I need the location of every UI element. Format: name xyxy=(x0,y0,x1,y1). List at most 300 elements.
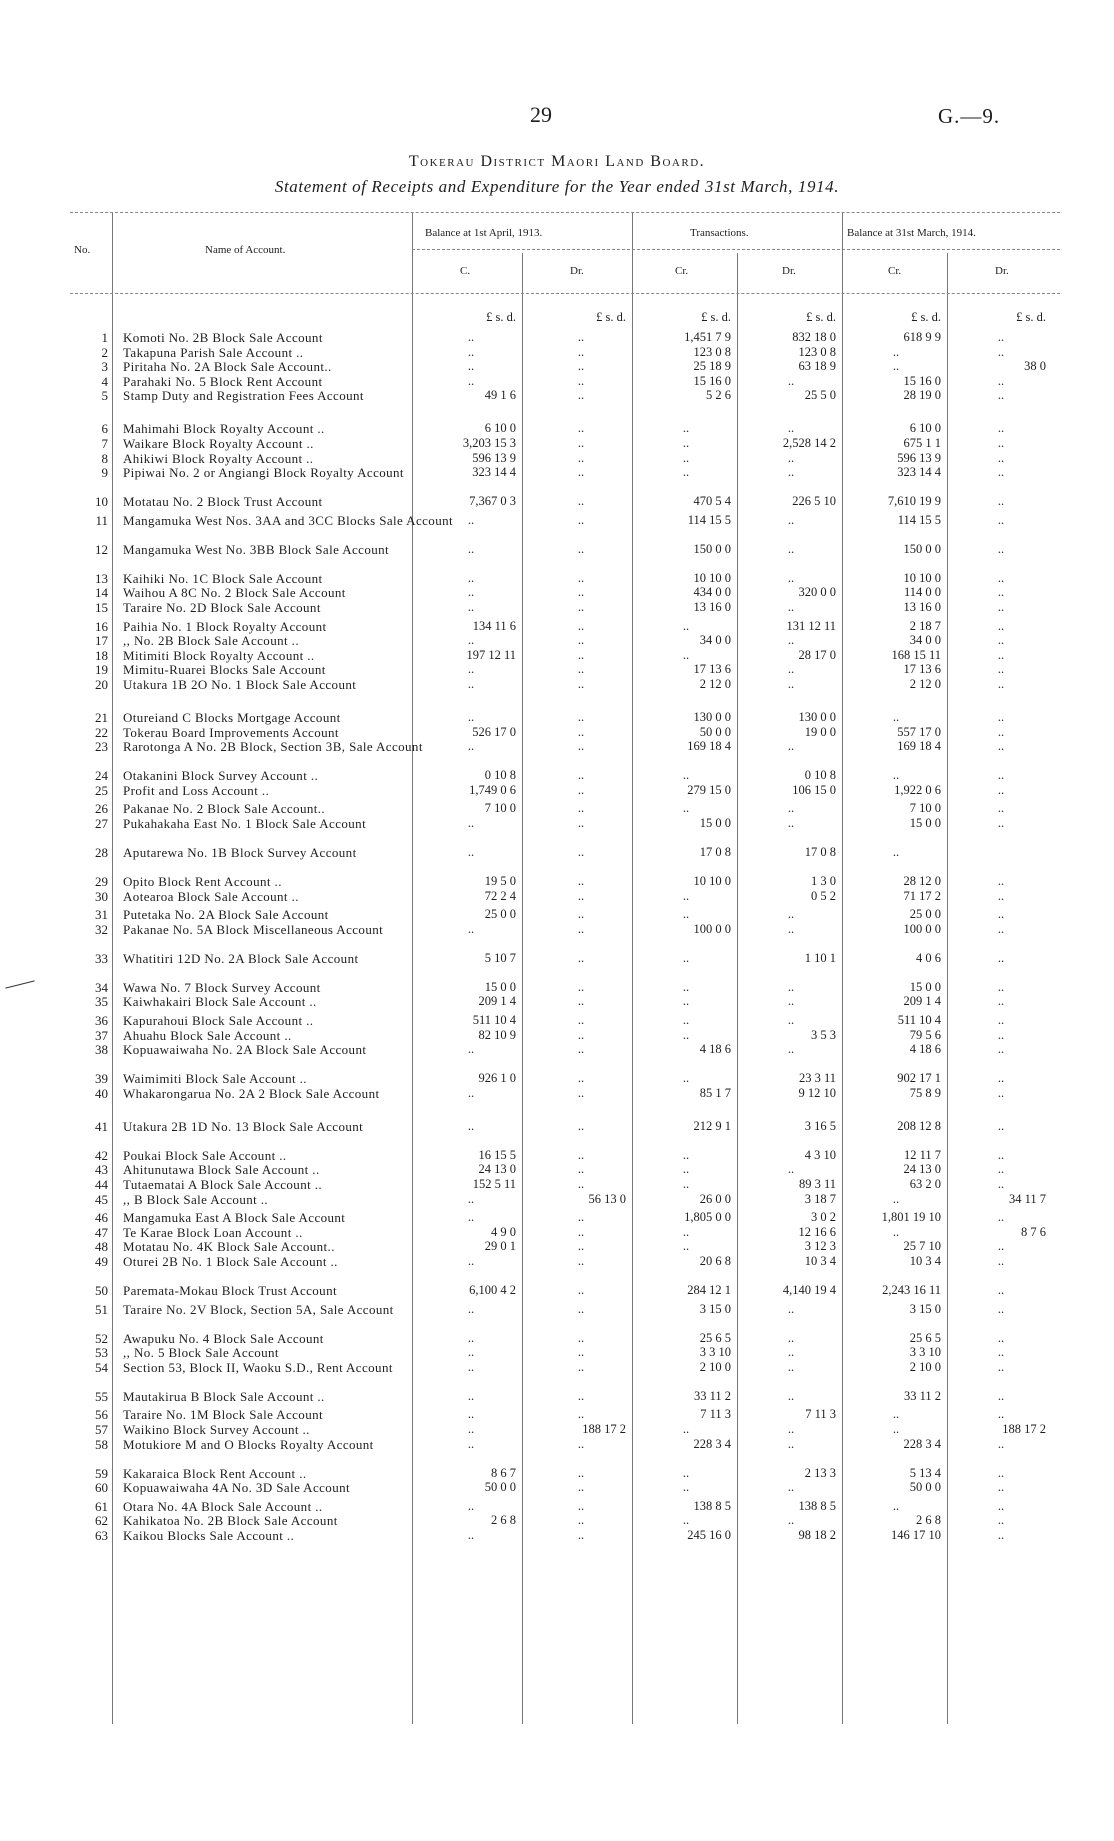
cell-bal-start-dr: .. xyxy=(577,782,585,797)
cell-tx-dr: .. xyxy=(787,541,795,556)
document-reference: G.—9. xyxy=(938,104,1001,128)
cell-bal-end-dr: .. xyxy=(997,1013,1005,1027)
cell-tx-dr: .. xyxy=(787,512,795,527)
cell-bal-start-dr: .. xyxy=(577,1528,585,1542)
cell-bal-start-cr: 2 6 8 xyxy=(491,1513,516,1528)
account-name: Parahaki No. 5 Block Rent Account xyxy=(123,373,323,389)
cell-bal-start-cr: .. xyxy=(467,1210,475,1225)
cell-bal-end-dr: .. xyxy=(997,1239,1005,1254)
cell-bal-end-dr: 188 17 2 xyxy=(1002,1422,1046,1436)
cell-bal-start-dr: .. xyxy=(577,888,585,903)
header-bal-end-dr: Dr. xyxy=(995,265,1009,277)
cell-bal-start-cr: 29 0 1 xyxy=(484,1239,516,1254)
cell-bal-start-dr: .. xyxy=(577,1436,585,1451)
account-name: Komoti No. 2B Block Sale Account xyxy=(123,330,323,345)
cell-bal-end-dr: .. xyxy=(997,512,1005,527)
cell-tx-cr: .. xyxy=(682,907,690,922)
table-body xyxy=(70,294,1060,1724)
cell-tx-cr: 4 18 6 xyxy=(699,1042,731,1057)
cell-bal-end-dr: .. xyxy=(997,1042,1005,1057)
account-name: Mitimiti Block Royalty Account .. xyxy=(123,647,315,663)
cell-tx-cr: .. xyxy=(682,465,690,480)
cell-tx-cr: 114 15 5 xyxy=(687,512,731,527)
cell-bal-end-dr: .. xyxy=(997,330,1005,344)
header-bal-start-cr: C. xyxy=(460,265,471,277)
cell-tx-dr: .. xyxy=(787,1345,795,1360)
cell-bal-end-dr: .. xyxy=(997,465,1005,480)
cell-bal-end-cr: 34 0 0 xyxy=(909,633,941,648)
cell-bal-start-cr: .. xyxy=(467,1388,475,1403)
row-number: 2 xyxy=(101,344,108,360)
account-name: Motatau No. 2 Block Trust Account xyxy=(123,494,323,510)
account-name: ,, No. 2B Block Sale Account .. xyxy=(123,633,299,649)
row-number: 46 xyxy=(95,1210,108,1226)
currency-label: £ s. d. xyxy=(806,310,836,324)
cell-bal-start-dr: .. xyxy=(577,1118,585,1133)
account-name: Pakanae No. 5A Block Miscellaneous Account xyxy=(123,921,384,937)
account-name: Putetaka No. 2A Block Sale Account xyxy=(123,907,329,923)
cell-bal-end-dr: .. xyxy=(997,450,1005,465)
account-name: Ahitunutawa Block Sale Account .. xyxy=(123,1162,320,1178)
row-number: 27 xyxy=(95,816,108,831)
row-number: 7 xyxy=(101,436,108,451)
cell-bal-start-dr: .. xyxy=(577,1085,585,1100)
cell-bal-start-dr: .. xyxy=(577,1224,585,1239)
cell-bal-end-cr: .. xyxy=(892,359,900,374)
cell-tx-cr: 2 12 0 xyxy=(699,677,731,691)
cell-bal-start-cr: .. xyxy=(467,1407,475,1422)
cell-bal-end-dr: .. xyxy=(997,1480,1005,1495)
cell-bal-end-dr: .. xyxy=(997,1283,1005,1297)
row-number: 24 xyxy=(95,768,108,784)
cell-tx-cr: 17 13 6 xyxy=(693,662,731,677)
cell-tx-cr: .. xyxy=(682,801,690,816)
cell-bal-end-cr: 114 0 0 xyxy=(903,585,941,600)
account-name: Piritaha No. 2A Block Sale Account.. xyxy=(123,359,332,375)
cell-bal-start-dr: .. xyxy=(577,512,585,527)
row-number: 43 xyxy=(95,1162,108,1178)
row-number: 48 xyxy=(95,1239,108,1255)
cell-bal-start-cr: .. xyxy=(467,600,475,614)
cell-tx-dr: 19 0 0 xyxy=(804,724,836,739)
cell-tx-cr: 26 0 0 xyxy=(699,1191,731,1206)
cell-bal-start-cr: 134 11 6 xyxy=(472,618,516,633)
cell-tx-dr: .. xyxy=(787,1330,795,1345)
row-number: 55 xyxy=(95,1388,108,1404)
account-name: Kopuawaiwaha 4A No. 3D Sale Account xyxy=(123,1480,351,1496)
cell-bal-end-cr: 618 9 9 xyxy=(903,330,941,344)
cell-bal-end-cr: 25 6 5 xyxy=(909,1330,941,1345)
cell-bal-end-cr: 5 13 4 xyxy=(909,1465,941,1480)
cell-tx-cr: 13 16 0 xyxy=(693,600,731,614)
currency-label: £ s. d. xyxy=(911,310,941,324)
statement-title: Statement of Receipts and Expenditure for the Year ended 31st March, 1914. xyxy=(274,177,840,196)
account-name: Mahimahi Block Royalty Account .. xyxy=(123,421,325,437)
cell-bal-end-cr: 79 5 6 xyxy=(909,1027,941,1042)
cell-bal-start-cr: 24 13 0 xyxy=(478,1162,516,1177)
cell-bal-start-cr: 1,749 0 6 xyxy=(469,782,516,797)
row-number: 29 xyxy=(95,874,108,889)
cell-tx-dr: 320 0 0 xyxy=(798,585,836,600)
header-tx-cr: Cr. xyxy=(675,265,689,277)
cell-tx-dr: 130 0 0 xyxy=(798,710,836,724)
account-name: Mautakirua B Block Sale Account .. xyxy=(123,1388,325,1404)
account-name: Pukahakaha East No. 1 Block Sale Account xyxy=(123,816,367,831)
cell-bal-end-dr: .. xyxy=(997,1147,1005,1162)
account-name: Motukiore M and O Blocks Royalty Account xyxy=(123,1436,374,1452)
cell-bal-start-cr: .. xyxy=(467,1191,475,1206)
cell-bal-start-cr: 6 10 0 xyxy=(484,421,516,436)
cell-bal-end-dr: .. xyxy=(997,647,1005,662)
cell-bal-end-cr: .. xyxy=(892,1191,900,1206)
cell-bal-end-cr: 17 13 6 xyxy=(903,662,941,677)
cell-bal-start-dr: .. xyxy=(577,450,585,465)
cell-bal-start-cr: .. xyxy=(467,344,475,359)
cell-bal-start-dr: .. xyxy=(577,1345,585,1360)
cell-bal-end-dr: .. xyxy=(997,950,1005,965)
cell-tx-dr: 63 18 9 xyxy=(798,359,836,374)
cell-bal-start-cr: 72 2 4 xyxy=(484,888,516,903)
cell-tx-dr: 89 3 11 xyxy=(798,1177,836,1191)
cell-bal-start-dr: .. xyxy=(577,541,585,556)
cell-bal-end-dr: .. xyxy=(997,1210,1005,1225)
cell-bal-start-dr: .. xyxy=(577,436,585,450)
row-number: 41 xyxy=(95,1118,108,1134)
cell-bal-end-cr: 7 10 0 xyxy=(909,801,941,816)
account-name: Mimitu-Ruarei Blocks Sale Account xyxy=(123,662,326,678)
header-tx-dr: Dr. xyxy=(782,265,796,277)
account-name: Waikare Block Royalty Account .. xyxy=(123,436,314,451)
cell-bal-start-cr: 7 10 0 xyxy=(484,801,516,816)
cell-bal-start-cr: .. xyxy=(467,512,475,527)
cell-bal-start-cr: 511 10 4 xyxy=(472,1013,516,1027)
cell-tx-cr: 5 2 6 xyxy=(706,388,731,403)
row-number: 26 xyxy=(95,801,108,817)
cell-tx-dr: 7 11 3 xyxy=(805,1407,836,1422)
cell-bal-start-cr: .. xyxy=(467,330,475,344)
account-name: Kahikatoa No. 2B Block Sale Account xyxy=(123,1513,338,1529)
cell-tx-cr: .. xyxy=(682,1027,690,1042)
cell-bal-end-cr: .. xyxy=(892,1407,900,1422)
cell-bal-end-cr: 25 0 0 xyxy=(909,907,941,922)
row-number: 59 xyxy=(95,1465,108,1481)
cell-bal-start-dr: .. xyxy=(577,994,585,1009)
row-number: 54 xyxy=(95,1359,108,1375)
cell-bal-end-dr: .. xyxy=(997,888,1005,903)
cell-bal-end-cr: 1,801 19 10 xyxy=(881,1210,941,1225)
cell-bal-end-cr: 2 6 8 xyxy=(916,1513,941,1528)
cell-bal-start-cr: 50 0 0 xyxy=(484,1480,516,1495)
cell-bal-start-cr: 197 12 11 xyxy=(466,647,516,662)
cell-bal-start-dr: .. xyxy=(577,979,585,994)
cell-bal-start-cr: .. xyxy=(467,1359,475,1374)
cell-bal-end-cr: 168 15 11 xyxy=(891,647,941,662)
cell-tx-dr: 3 16 5 xyxy=(804,1118,836,1133)
page-number: 29 xyxy=(530,102,552,127)
cell-bal-start-cr: 19 5 0 xyxy=(484,874,516,888)
cell-bal-end-cr: .. xyxy=(892,845,900,859)
row-number: 13 xyxy=(95,570,108,586)
cell-tx-dr: .. xyxy=(787,600,795,614)
cell-bal-end-cr: 4 18 6 xyxy=(909,1042,941,1057)
cell-tx-dr: 1 3 0 xyxy=(811,874,836,888)
cell-bal-start-cr: 3,203 15 3 xyxy=(462,436,516,450)
cell-tx-dr: .. xyxy=(787,677,795,691)
cell-bal-end-cr: 63 2 0 xyxy=(909,1177,941,1191)
cell-bal-end-dr: .. xyxy=(997,874,1005,888)
row-number: 35 xyxy=(95,994,108,1010)
row-number: 60 xyxy=(95,1480,108,1496)
cell-tx-dr: 1 10 1 xyxy=(804,950,836,965)
account-name: Waihou A 8C No. 2 Block Sale Account xyxy=(123,585,346,601)
cell-bal-start-dr: .. xyxy=(577,647,585,662)
cell-tx-cr: 150 0 0 xyxy=(693,541,731,556)
row-number: 17 xyxy=(95,633,108,649)
cell-bal-start-cr: .. xyxy=(467,585,475,600)
row-number: 3 xyxy=(101,359,108,375)
row-number: 19 xyxy=(95,662,108,678)
cell-bal-start-cr: 8 6 7 xyxy=(491,1465,516,1480)
account-name: Awapuku No. 4 Block Sale Account xyxy=(123,1330,324,1346)
accounts-table xyxy=(70,212,1060,1724)
cell-bal-end-cr: 12 11 7 xyxy=(903,1147,941,1162)
cell-bal-start-cr: .. xyxy=(467,1085,475,1100)
cell-bal-end-dr: .. xyxy=(997,373,1005,388)
cell-tx-cr: .. xyxy=(682,888,690,903)
cell-bal-start-dr: .. xyxy=(577,1239,585,1254)
cell-bal-start-cr: .. xyxy=(467,1118,475,1133)
cell-bal-end-dr: .. xyxy=(997,768,1005,783)
account-name: Ahikiwi Block Royalty Account .. xyxy=(123,450,314,466)
account-name: Kaihiki No. 1C Block Sale Account xyxy=(123,570,323,586)
account-name: Otakanini Block Survey Account .. xyxy=(123,768,319,784)
cell-bal-end-cr: 169 18 4 xyxy=(897,739,941,754)
cell-bal-end-cr: 3 3 10 xyxy=(909,1345,941,1360)
account-name: Opito Block Rent Account .. xyxy=(123,874,282,889)
account-name: Rarotonga A No. 2B Block, Section 3B, Sale Account xyxy=(123,739,423,755)
cell-bal-end-dr: .. xyxy=(997,1359,1005,1374)
cell-tx-cr: .. xyxy=(682,768,690,783)
header-bal-end-cr: Cr. xyxy=(888,265,902,277)
account-name: Takapuna Parish Sale Account .. xyxy=(123,344,304,360)
cell-bal-start-dr: 188 17 2 xyxy=(582,1422,626,1436)
margin-pencil-mark xyxy=(5,980,34,988)
cell-bal-start-cr: .. xyxy=(467,373,475,388)
cell-bal-start-dr: .. xyxy=(577,1162,585,1177)
cell-bal-start-cr: .. xyxy=(467,845,475,859)
cell-tx-dr: .. xyxy=(787,662,795,677)
row-number: 12 xyxy=(95,541,108,557)
header-bal-start-dr: Dr. xyxy=(570,265,584,277)
cell-tx-dr: .. xyxy=(787,979,795,994)
cell-tx-cr: .. xyxy=(682,1224,690,1239)
cell-tx-cr: 50 0 0 xyxy=(699,724,731,739)
currency-label: £ s. d. xyxy=(596,310,626,324)
cell-bal-start-cr: .. xyxy=(467,633,475,648)
row-number: 10 xyxy=(95,494,108,510)
cell-tx-dr: .. xyxy=(787,816,795,830)
cell-bal-start-dr: .. xyxy=(577,633,585,648)
row-number: 18 xyxy=(95,647,108,663)
header-transactions: Transactions. xyxy=(690,227,749,239)
cell-tx-cr: 470 5 4 xyxy=(693,494,731,509)
cell-tx-cr: 20 6 8 xyxy=(699,1254,731,1268)
cell-bal-end-cr: 150 0 0 xyxy=(903,541,941,556)
account-name: Taraire No. 2V Block, Section 5A, Sale Account xyxy=(123,1301,394,1317)
cell-bal-end-cr: 675 1 1 xyxy=(903,436,941,450)
cell-bal-end-cr: 7,610 19 9 xyxy=(887,494,941,509)
row-number: 31 xyxy=(95,907,108,923)
cell-bal-start-dr: .. xyxy=(577,1210,585,1225)
cell-tx-dr: 226 5 10 xyxy=(792,494,836,509)
cell-tx-cr: .. xyxy=(682,1071,690,1086)
account-name: ,, No. 5 Block Sale Account xyxy=(123,1345,279,1361)
cell-bal-start-cr: .. xyxy=(467,570,475,585)
row-number: 33 xyxy=(95,950,108,966)
cell-bal-end-cr: 75 8 9 xyxy=(909,1085,941,1100)
header-no: No. xyxy=(74,244,91,256)
cell-tx-dr: 832 18 0 xyxy=(792,330,836,344)
cell-tx-cr: 212 9 1 xyxy=(693,1118,731,1133)
account-name: Section 53, Block II, Waoku S.D., Rent Account xyxy=(123,1359,393,1375)
cell-tx-cr: 138 8 5 xyxy=(693,1498,731,1513)
cell-bal-start-dr: .. xyxy=(577,465,585,480)
row-number: 25 xyxy=(95,782,108,798)
cell-bal-end-dr: .. xyxy=(997,1177,1005,1191)
cell-tx-cr: 3 3 10 xyxy=(699,1345,731,1360)
cell-bal-end-dr: 8 7 6 xyxy=(1021,1224,1046,1239)
cell-bal-start-cr: 596 13 9 xyxy=(472,450,516,465)
cell-bal-end-dr: .. xyxy=(997,1085,1005,1100)
cell-tx-dr: 4 3 10 xyxy=(804,1147,836,1162)
cell-tx-dr: .. xyxy=(787,421,795,436)
cell-tx-cr: 15 0 0 xyxy=(699,816,731,830)
cell-tx-dr: 98 18 2 xyxy=(798,1528,836,1542)
account-name: Waikino Block Survey Account .. xyxy=(123,1422,310,1437)
cell-bal-start-dr: .. xyxy=(577,1283,585,1297)
cell-bal-end-cr: 596 13 9 xyxy=(897,450,941,465)
cell-tx-cr: .. xyxy=(682,979,690,994)
cell-tx-cr: 10 10 0 xyxy=(693,570,731,585)
cell-bal-start-dr: .. xyxy=(577,421,585,436)
cell-bal-start-cr: .. xyxy=(467,1301,475,1316)
row-number: 58 xyxy=(95,1436,108,1452)
row-number: 21 xyxy=(95,710,108,725)
cell-tx-cr: 284 12 1 xyxy=(687,1283,731,1297)
cell-bal-start-dr: .. xyxy=(577,1147,585,1162)
cell-bal-start-dr: .. xyxy=(577,570,585,585)
cell-tx-cr: 34 0 0 xyxy=(699,633,731,648)
account-name: Mangamuka West No. 3BB Block Sale Account xyxy=(123,541,390,557)
cell-bal-end-cr: 902 17 1 xyxy=(897,1071,941,1086)
cell-tx-dr: 2 13 3 xyxy=(804,1465,836,1480)
cell-tx-cr: 434 0 0 xyxy=(693,585,731,600)
account-name: Oturei 2B No. 1 Block Sale Account .. xyxy=(123,1254,338,1269)
cell-bal-start-cr: .. xyxy=(467,1498,475,1513)
cell-tx-cr: 245 16 0 xyxy=(687,1528,731,1542)
row-number: 1 xyxy=(101,330,108,345)
cell-bal-end-dr: .. xyxy=(997,1436,1005,1451)
account-name: Poukai Block Sale Account .. xyxy=(123,1147,287,1163)
cell-bal-end-dr: .. xyxy=(997,994,1005,1009)
cell-bal-end-cr: 15 16 0 xyxy=(903,373,941,388)
cell-bal-start-cr: .. xyxy=(467,1042,475,1057)
account-name: Mangamuka West Nos. 3AA and 3CC Blocks Sale Account xyxy=(123,512,454,528)
cell-bal-end-dr: .. xyxy=(997,1465,1005,1480)
cell-bal-start-cr: .. xyxy=(467,921,475,936)
cell-bal-start-dr: .. xyxy=(577,710,585,724)
account-name: Kapurahoui Block Sale Account .. xyxy=(123,1013,314,1028)
cell-bal-start-cr: 7,367 0 3 xyxy=(469,494,516,509)
cell-bal-end-dr: .. xyxy=(997,1345,1005,1360)
cell-bal-start-dr: .. xyxy=(577,1071,585,1086)
cell-tx-cr: .. xyxy=(682,994,690,1009)
cell-bal-start-dr: .. xyxy=(577,1254,585,1268)
account-name: Wawa No. 7 Block Survey Account xyxy=(123,979,321,995)
cell-bal-end-cr: 10 10 0 xyxy=(903,570,941,585)
account-name: ,, B Block Sale Account .. xyxy=(123,1191,269,1207)
cell-tx-cr: .. xyxy=(682,421,690,436)
cell-bal-start-dr: .. xyxy=(577,1013,585,1027)
account-name: Pakanae No. 2 Block Sale Account.. xyxy=(123,801,326,817)
cell-bal-start-dr: .. xyxy=(577,662,585,677)
cell-tx-dr: 106 15 0 xyxy=(792,782,836,797)
account-name: Whatitiri 12D No. 2A Block Sale Account xyxy=(123,950,359,966)
header-balance-end: Balance at 31st March, 1914. xyxy=(847,227,976,239)
row-number: 38 xyxy=(95,1042,108,1058)
cell-bal-start-dr: .. xyxy=(577,1177,585,1191)
cell-tx-cr: 100 0 0 xyxy=(693,921,731,936)
cell-bal-start-cr: 25 0 0 xyxy=(484,907,516,922)
row-number: 52 xyxy=(95,1330,108,1346)
cell-bal-end-dr: .. xyxy=(997,1301,1005,1316)
cell-bal-start-dr: .. xyxy=(577,907,585,922)
cell-bal-start-cr: .. xyxy=(467,1345,475,1360)
cell-bal-end-cr: 114 15 5 xyxy=(897,512,941,527)
cell-bal-start-dr: .. xyxy=(577,373,585,388)
cell-bal-end-dr: .. xyxy=(997,1071,1005,1086)
row-number: 32 xyxy=(95,921,108,937)
cell-bal-start-cr: 49 1 6 xyxy=(484,388,516,403)
cell-tx-dr: 0 10 8 xyxy=(804,768,836,783)
cell-bal-start-cr: .. xyxy=(467,662,475,677)
cell-bal-start-cr: 15 0 0 xyxy=(484,979,516,994)
cell-bal-end-cr: .. xyxy=(892,710,900,724)
cell-bal-end-cr: 15 0 0 xyxy=(909,979,941,994)
header-name: Name of Account. xyxy=(205,244,286,256)
cell-tx-cr: 10 10 0 xyxy=(693,874,731,888)
cell-bal-end-dr: .. xyxy=(997,801,1005,816)
cell-tx-dr: 131 12 11 xyxy=(786,618,836,633)
row-number: 42 xyxy=(95,1147,108,1163)
cell-bal-end-dr: .. xyxy=(997,421,1005,436)
cell-bal-start-cr: 4 9 0 xyxy=(491,1224,516,1239)
cell-bal-end-dr: .. xyxy=(997,388,1005,403)
cell-tx-cr: .. xyxy=(682,450,690,465)
cell-bal-start-dr: .. xyxy=(577,1513,585,1528)
cell-bal-start-cr: 926 1 0 xyxy=(478,1071,516,1086)
cell-tx-dr: .. xyxy=(787,921,795,936)
row-number: 8 xyxy=(101,450,108,466)
cell-bal-start-cr: .. xyxy=(467,677,475,691)
cell-bal-end-dr: .. xyxy=(997,570,1005,585)
account-name: Profit and Loss Account .. xyxy=(123,782,270,798)
cell-bal-end-dr: 38 0 xyxy=(1024,359,1046,374)
cell-bal-start-dr: .. xyxy=(577,600,585,614)
cell-bal-start-dr: .. xyxy=(577,344,585,359)
cell-tx-cr: .. xyxy=(682,1513,690,1528)
cell-bal-end-cr: 4 0 6 xyxy=(916,950,941,965)
